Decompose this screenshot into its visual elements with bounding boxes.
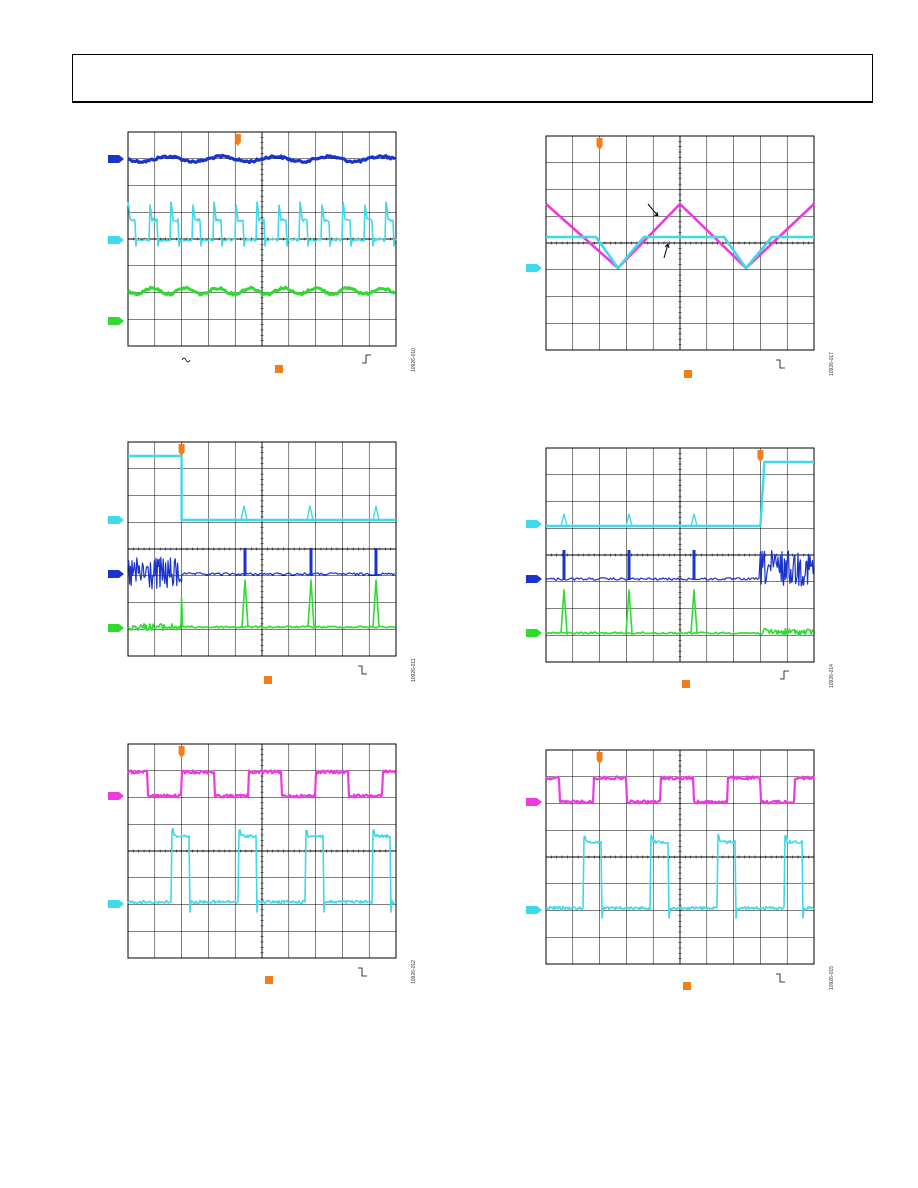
trace-green-spike [626, 590, 632, 633]
rising-edge-icon [362, 355, 371, 363]
scope-grid [128, 744, 396, 958]
ac-coupling-icon [182, 358, 190, 362]
trigger-marker-icon [179, 444, 185, 456]
trigger-level-square-icon [684, 370, 692, 378]
trace-green-spike [561, 590, 567, 633]
trace-blue-pulse [628, 550, 631, 580]
figure-id-6: 10926-015 [829, 966, 835, 990]
oscilloscope-capture-4 [526, 444, 846, 694]
trigger-level-square-icon [265, 976, 273, 984]
trigger-marker-icon [597, 752, 603, 764]
channel-marker-icon [108, 624, 124, 632]
figure-id-1: 10926-010 [411, 348, 417, 372]
falling-edge-icon [776, 360, 785, 368]
channel-marker-icon [526, 798, 542, 806]
trace-cyan-spike [691, 514, 697, 526]
trace-cyan-spike [241, 506, 247, 520]
oscilloscope-capture-5 [108, 740, 428, 990]
trigger-level-square-icon [264, 676, 272, 684]
annotation-arrow-icon [664, 244, 669, 258]
channel-marker-icon [108, 792, 124, 800]
figure-id-4: 10926-014 [829, 664, 835, 688]
trigger-level-square-icon [682, 680, 690, 688]
channel-marker-icon [108, 236, 124, 244]
scope-grid [128, 442, 396, 656]
trace-blue-pulse [693, 550, 696, 580]
trace-cyan-spike [373, 506, 379, 520]
rising-edge-icon [780, 671, 789, 679]
trigger-level-square-icon [683, 982, 691, 990]
channel-marker-icon [108, 570, 124, 578]
figure-id-5: 10926-012 [411, 960, 417, 984]
trace-cyan-spike [307, 506, 313, 520]
trigger-marker-icon [235, 134, 241, 146]
page-header-box [72, 54, 873, 103]
oscilloscope-capture-2 [526, 132, 846, 382]
trigger-marker-icon [179, 746, 185, 758]
trace-green-spike [691, 590, 697, 633]
trigger-level-square-icon [275, 365, 283, 373]
channel-marker-icon [526, 906, 542, 914]
trace-cyan-spike [561, 514, 567, 526]
channel-marker-icon [526, 629, 542, 637]
trace-blue-pulse [310, 548, 313, 576]
channel-marker-icon [526, 575, 542, 583]
figure-id-3: 10926-011 [411, 658, 417, 682]
scope-grid [546, 750, 814, 964]
channel-marker-icon [108, 317, 124, 325]
falling-edge-icon [358, 968, 367, 976]
trigger-marker-icon [597, 138, 603, 150]
oscilloscope-capture-3 [108, 438, 428, 688]
trace-green-spike [242, 580, 248, 627]
trace-blue-pulse [244, 548, 247, 576]
falling-edge-icon [358, 666, 367, 674]
figure-id-2: 10926-017 [829, 352, 835, 376]
channel-marker-icon [108, 155, 124, 163]
scope-grid [546, 448, 814, 662]
oscilloscope-capture-6 [526, 746, 846, 996]
trace-blue-pulse [563, 550, 566, 580]
trace-green-spike [308, 580, 314, 627]
channel-marker-icon [526, 264, 542, 272]
channel-marker-icon [108, 900, 124, 908]
channel-marker-icon [108, 516, 124, 524]
trace-green-ripple [128, 287, 395, 295]
oscilloscope-capture-1 [108, 128, 428, 378]
falling-edge-icon [776, 974, 785, 982]
channel-marker-icon [526, 520, 542, 528]
trace-blue-noise [128, 557, 395, 588]
trace-green-spike [373, 580, 379, 627]
trigger-marker-icon [757, 450, 763, 462]
trace-blue-pulse [375, 548, 378, 576]
trace-cyan-spike [626, 514, 632, 526]
